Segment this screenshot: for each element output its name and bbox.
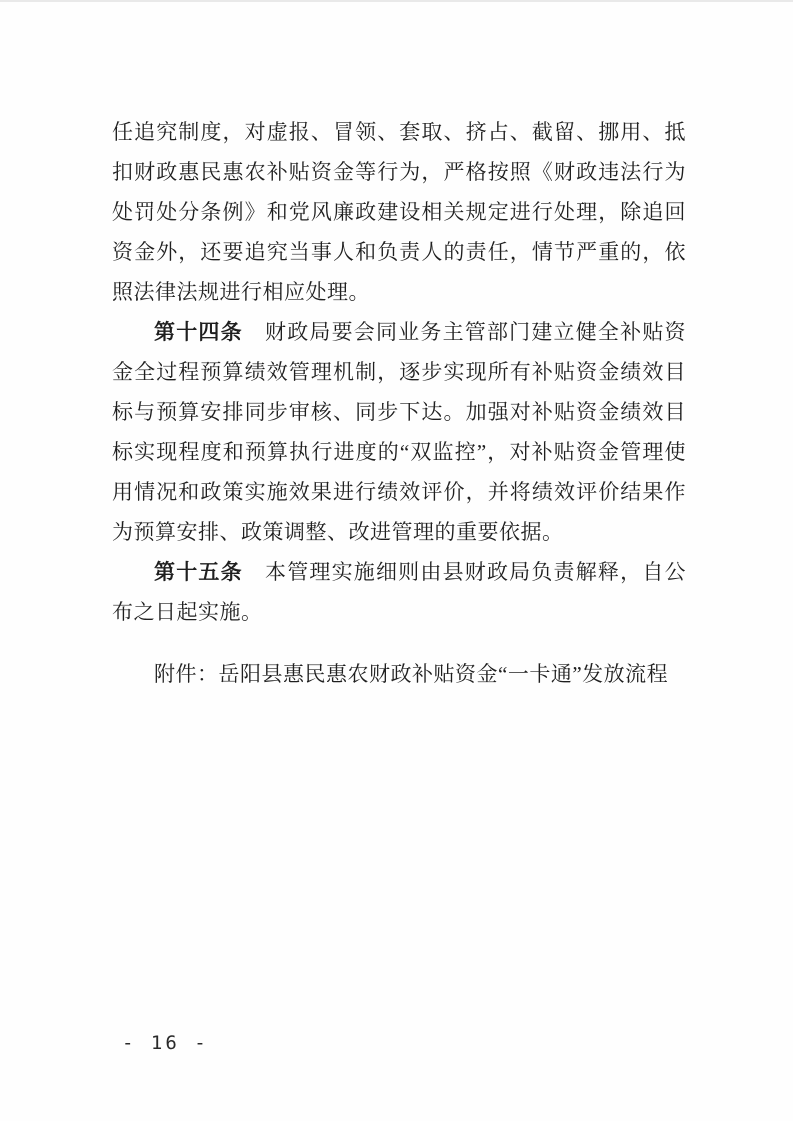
page-number: - 16 - — [122, 1032, 209, 1054]
article-number: 第十五条 — [154, 560, 243, 584]
paragraph-attachment: 附件：岳阳县惠民惠农财政补贴资金“一卡通”发放流程 — [154, 662, 669, 686]
paragraph-article-15: 第十五条 本管理实施细则由县财政局负责解释，自公布之日起实施。 — [112, 560, 687, 624]
paragraph-article-14: 第十四条 财政局要会同业务主管部门建立健全补贴资金全过程预算绩效管理机制，逐步实现所有补贴资金绩效目标与预算安排同步审核、同步下达。加强对补贴资金绩效目标实现程度和预算执行进度的“双监控”，对补贴资金管理使用情况和政策实施效果进行绩效评价，并将绩效评价结果作为预算安排、政策调整、改进管理的重要依据。 — [112, 320, 687, 544]
paragraph-continuation: 任追究制度，对虚报、冒领、套取、挤占、截留、挪用、抵扣财政惠民惠农补贴资金等行为，严格按照《财政违法行为处罚处分条例》和党风廉政建设相关规定进行处理，除追回资金外，还要追究当事人和负责人的责任，情节严重的，依照法律法规进行相应处理。 — [112, 120, 686, 304]
article-number: 第十四条 — [154, 320, 243, 344]
document-body — [112, 112, 686, 694]
scan-edge-line — [0, 0, 793, 2]
